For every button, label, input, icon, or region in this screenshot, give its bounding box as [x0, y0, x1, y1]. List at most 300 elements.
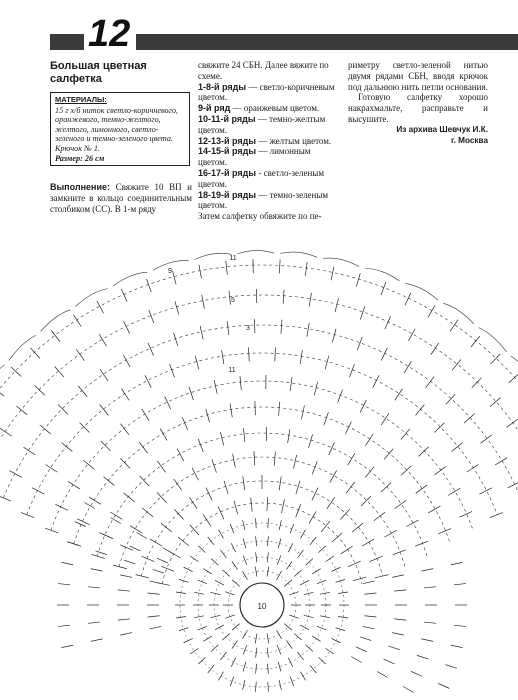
diagram-arc	[141, 481, 382, 576]
stitch-mark	[454, 584, 466, 585]
stitch-mark	[30, 348, 39, 358]
stitch-mark	[150, 626, 162, 628]
stitch-mark	[277, 645, 281, 654]
stitch-mark	[161, 566, 174, 571]
scallop-arc	[443, 303, 474, 324]
stitch-mark	[348, 453, 355, 465]
stitch-mark	[393, 550, 406, 555]
stitch-mark	[190, 648, 198, 654]
stitch-mark	[411, 671, 422, 676]
stitch-mark	[415, 541, 428, 546]
stitch-mark	[219, 530, 224, 539]
stitch-mark	[67, 542, 78, 546]
stitch-mark	[491, 354, 501, 364]
stitch-mark	[220, 432, 223, 446]
stitch-mark	[381, 482, 391, 492]
row-instruction: 12-13-й ряды — желтым цветом.	[198, 135, 332, 146]
stitch-mark	[446, 665, 457, 669]
stitch-mark	[222, 350, 224, 364]
stitch-mark	[198, 626, 207, 630]
stitch-mark	[317, 626, 326, 630]
diagram-arc	[0, 295, 518, 479]
stitch-mark	[76, 349, 84, 360]
stitch-mark	[278, 662, 281, 672]
stitch-mark	[120, 575, 132, 577]
stitch-mark	[312, 636, 321, 641]
stitch-mark	[198, 657, 205, 664]
stitch-mark	[203, 636, 212, 641]
stitch-mark	[232, 640, 238, 648]
stitch-mark	[392, 575, 404, 577]
stitch-mark	[96, 551, 107, 555]
stitch-mark	[310, 537, 316, 545]
credit-author: Из архива Шевчук И.К.	[396, 125, 488, 134]
stitch-mark	[451, 645, 463, 647]
stitch-mark	[332, 329, 336, 343]
stitch-mark	[282, 499, 285, 513]
stitch-mark	[300, 350, 302, 364]
stitch-mark	[243, 645, 247, 654]
stitch-mark	[326, 556, 334, 562]
stitch-mark	[35, 385, 45, 395]
stitch-mark	[401, 466, 411, 476]
stitch-mark	[284, 580, 292, 586]
stitch-mark	[227, 321, 229, 335]
stitch-mark	[481, 435, 492, 443]
stitch-mark	[194, 616, 204, 618]
stitch-mark	[277, 571, 282, 580]
stitch-mark	[150, 581, 162, 583]
stitch-mark	[290, 377, 292, 391]
scallop-arc	[9, 335, 36, 360]
stitch-mark	[357, 337, 362, 350]
stitch-mark	[214, 380, 217, 394]
stitch-mark	[222, 634, 229, 641]
stitch-mark	[251, 498, 252, 512]
stitch-mark	[149, 310, 154, 323]
stitch-mark	[305, 262, 307, 276]
row-instruction: 1-8-й ряды — светло-коричневым цветом.	[198, 81, 335, 103]
stitch-mark	[124, 560, 135, 564]
stitch-mark	[450, 320, 458, 332]
stitch-mark	[175, 301, 179, 314]
stitch-mark	[139, 442, 147, 453]
stitch-mark	[243, 539, 246, 549]
stitch-mark	[362, 539, 374, 546]
stitch-mark	[215, 580, 224, 585]
stitch-mark	[174, 479, 182, 490]
materials-heading: МАТЕРИАЛЫ:	[55, 95, 107, 104]
stitch-mark	[189, 497, 197, 509]
stitch-mark	[157, 492, 167, 502]
stitch-mark	[198, 439, 203, 452]
stitch-mark	[220, 550, 226, 558]
stitch-mark	[234, 501, 238, 515]
stitch-mark	[353, 577, 367, 581]
diagram-arc	[51, 381, 473, 530]
stitch-mark	[336, 579, 346, 582]
stitch-mark	[100, 404, 109, 415]
stitch-mark	[346, 482, 354, 493]
stitch-mark	[123, 321, 129, 334]
stitch-mark	[184, 567, 193, 571]
stitch-mark	[157, 461, 165, 472]
stitch-mark	[296, 481, 300, 494]
stitch-mark	[206, 409, 210, 422]
starching-text: Готовую салфетку хорошо накрахмальте, расправьте и высушите.	[348, 92, 488, 124]
stitch-mark	[153, 569, 164, 573]
stitch-mark	[267, 536, 268, 546]
stitch-mark	[203, 514, 211, 526]
stitch-mark	[268, 518, 269, 528]
stitch-mark	[375, 575, 389, 578]
scallop-arc	[75, 289, 107, 307]
stitch-mark	[218, 506, 224, 519]
stitch-mark	[230, 524, 234, 533]
stitch-mark	[255, 634, 257, 644]
stitch-mark	[232, 580, 240, 586]
stitch-mark	[58, 625, 70, 626]
stitch-mark	[120, 424, 129, 435]
stitch-mark	[68, 481, 80, 489]
stitch-mark	[360, 306, 365, 319]
stitch-mark	[438, 529, 451, 534]
stitch-mark	[300, 625, 309, 630]
stitch-mark	[318, 546, 325, 553]
execution-label: Выполнение:	[50, 182, 111, 192]
stitch-mark	[431, 343, 439, 355]
stitch-mark	[424, 587, 436, 588]
stitch-mark	[147, 279, 152, 292]
stitch-mark	[254, 451, 255, 465]
stitch-mark	[336, 628, 346, 631]
row-label: 9	[168, 268, 172, 275]
scallop-arc	[479, 328, 507, 352]
stitch-mark	[384, 449, 393, 460]
stitch-mark	[61, 562, 73, 564]
stitch-mark	[267, 497, 268, 511]
stitch-mark	[142, 508, 153, 517]
stitch-mark	[446, 394, 455, 404]
stitch-mark	[309, 434, 313, 447]
stitch-mark	[288, 543, 292, 552]
stitch-mark	[360, 400, 366, 412]
stitch-mark	[32, 488, 44, 494]
stitch-mark	[363, 626, 375, 628]
stitch-mark	[195, 356, 199, 370]
stitch-mark	[190, 525, 199, 535]
stitch-mark	[275, 347, 276, 361]
stitch-mark	[331, 567, 340, 571]
stitch-mark	[162, 548, 172, 554]
stitch-mark	[356, 647, 367, 652]
stitch-mark	[136, 533, 146, 539]
stitch-mark	[370, 556, 383, 561]
stitch-mark	[377, 672, 387, 678]
stitch-mark	[170, 364, 175, 377]
stitch-mark	[243, 476, 245, 490]
stitch-mark	[341, 546, 353, 554]
stitch-mark	[301, 530, 306, 539]
stitch-mark	[61, 645, 73, 647]
title-line-2: салфетка	[50, 73, 102, 85]
stitch-mark	[226, 261, 227, 275]
stitch-mark	[289, 615, 298, 618]
stitch-mark	[243, 630, 248, 639]
stitch-mark	[419, 447, 429, 457]
stitch-mark	[307, 323, 309, 337]
stitch-mark	[317, 580, 326, 584]
materials-size: Размер: 26 см	[55, 153, 105, 163]
scallop-arc	[113, 272, 147, 286]
stitch-mark	[279, 259, 280, 273]
stitch-mark	[160, 428, 167, 440]
stitch-mark	[395, 389, 403, 401]
stitch-mark	[9, 471, 21, 478]
stitch-mark	[278, 539, 281, 549]
stitch-mark	[296, 504, 301, 517]
stitch-mark	[139, 476, 149, 486]
stitch-mark	[74, 315, 82, 327]
row-instruction: 18-19-й ряды — темно-зеленым цветом.	[198, 189, 329, 211]
stitch-mark	[212, 459, 217, 472]
stitch-mark	[364, 616, 376, 617]
stitch-mark	[312, 461, 317, 474]
stitch-mark	[421, 639, 433, 641]
stitch-mark	[327, 497, 335, 509]
stitch-mark	[490, 513, 503, 518]
stitch-mark	[298, 550, 304, 558]
stitch-mark	[208, 537, 214, 545]
stitch-mark	[283, 290, 284, 304]
stitch-mark	[428, 305, 435, 317]
stitch-mark	[356, 273, 360, 286]
stitch-mark	[286, 561, 292, 569]
stitch-mark	[451, 562, 463, 564]
stitch-mark	[345, 422, 351, 435]
stitch-mark	[88, 622, 100, 623]
stitch-mark	[267, 664, 268, 674]
row-label: 11	[229, 255, 237, 262]
stitch-mark	[88, 587, 100, 588]
stitch-mark	[300, 580, 309, 585]
scallop-arc	[511, 356, 518, 383]
stitch-mark	[302, 405, 305, 419]
stitch-mark	[113, 565, 127, 569]
scallop-arc	[40, 310, 70, 332]
stitch-mark	[274, 452, 275, 466]
stitch-mark	[190, 556, 198, 562]
stitch-mark	[349, 364, 354, 377]
stitch-mark	[421, 569, 433, 571]
scallop-arc	[323, 258, 359, 267]
stitch-mark	[314, 382, 317, 396]
stitch-mark	[395, 500, 406, 508]
stitch-mark	[243, 428, 244, 442]
stitch-mark	[174, 509, 183, 519]
stitch-mark	[89, 497, 101, 504]
stitch-mark	[364, 593, 376, 594]
stitch-mark	[83, 460, 94, 469]
stitch-mark	[215, 625, 224, 630]
row-label: 3	[246, 325, 250, 332]
stitch-mark	[91, 569, 103, 571]
stitch-mark	[384, 659, 395, 664]
row-label: 5	[231, 297, 235, 304]
row-instruction: 10-11-й ряды — темно-желтым цветом.	[198, 113, 326, 135]
stitch-mark	[24, 447, 36, 455]
stitch-mark	[189, 387, 193, 400]
stitch-mark	[331, 638, 340, 642]
scallop-arc	[237, 251, 274, 254]
stitch-mark	[267, 648, 268, 658]
stitch-mark	[381, 413, 389, 425]
stitch-mark	[182, 417, 187, 430]
stitch-mark	[118, 619, 130, 620]
stitch-mark	[388, 646, 399, 650]
stitch-mark	[279, 402, 280, 416]
stitch-mark	[91, 554, 104, 558]
stitch-mark	[408, 329, 415, 341]
stitch-mark	[335, 298, 338, 312]
diagram-arc	[119, 457, 405, 567]
stitch-mark	[326, 648, 334, 654]
diagram-arc	[0, 265, 518, 459]
stitch-mark	[268, 682, 269, 692]
stitch-mark	[279, 476, 281, 490]
stitch-mark	[256, 536, 257, 546]
stitch-mark	[231, 658, 235, 667]
stitch-mark	[157, 558, 168, 563]
stitch-mark	[417, 655, 428, 659]
credit-city: г. Москва	[451, 136, 488, 145]
row-label: 11	[228, 367, 236, 374]
stitch-mark	[142, 409, 149, 421]
stitch-mark	[416, 485, 427, 493]
stitch-mark	[141, 556, 154, 561]
stitch-mark	[225, 615, 234, 618]
stitch-mark	[220, 652, 226, 660]
stitch-mark	[232, 561, 238, 569]
stitch-mark	[290, 677, 294, 686]
stitch-mark	[424, 622, 436, 623]
center-label: 10	[257, 602, 267, 611]
stitch-mark	[435, 467, 446, 475]
stitch-mark	[40, 425, 51, 434]
stitch-mark	[340, 509, 349, 519]
stitch-mark	[467, 464, 479, 472]
stitch-mark	[361, 496, 371, 506]
stitch-mark	[184, 638, 193, 642]
stitch-mark	[284, 624, 292, 630]
stitch-mark	[464, 414, 474, 423]
stitch-mark	[331, 267, 334, 281]
scallop-arc	[195, 253, 231, 259]
stitch-mark	[360, 637, 371, 641]
stitch-mark	[338, 390, 343, 403]
stitch-mark	[286, 640, 292, 648]
stitch-mark	[203, 569, 212, 574]
stitch-mark	[508, 482, 518, 488]
stitch-mark	[324, 412, 329, 425]
stitch-mark	[179, 579, 189, 582]
stitch-mark	[454, 625, 466, 626]
stitch-mark	[179, 628, 189, 631]
stitch-mark	[255, 518, 256, 528]
stitch-mark	[471, 336, 480, 347]
stitch-mark	[277, 630, 282, 639]
stitch-mark	[288, 658, 292, 667]
stitch-mark	[363, 581, 375, 583]
scallop-arc	[405, 283, 438, 300]
stitch-mark	[232, 624, 240, 630]
stitch-mark	[0, 496, 11, 501]
stitch-mark	[452, 359, 461, 370]
stitch-mark	[118, 590, 130, 591]
diagram-arc	[3, 325, 518, 498]
stitch-mark	[255, 567, 257, 577]
stitch-mark	[403, 687, 413, 693]
stitch-mark	[495, 458, 507, 465]
stitch-mark	[219, 672, 224, 681]
stitch-mark	[174, 333, 178, 346]
stitch-mark	[200, 326, 203, 340]
stitch-mark	[233, 454, 236, 468]
stitch-mark	[120, 633, 132, 635]
stitch-mark	[120, 545, 133, 550]
stitch-mark	[121, 289, 127, 302]
stitch-mark	[199, 265, 202, 279]
stitch-mark	[426, 377, 434, 388]
stitch-mark	[325, 356, 329, 370]
stitch-mark	[288, 429, 290, 443]
stitch-mark	[240, 376, 241, 390]
stitch-mark	[381, 282, 386, 295]
stitch-mark	[294, 570, 301, 577]
stitch-mark	[459, 511, 472, 517]
stitch-mark	[16, 406, 27, 415]
stitch-mark	[290, 524, 294, 533]
stitch-mark	[202, 295, 205, 309]
stitch-mark	[225, 592, 234, 595]
stitch-mark	[248, 347, 249, 361]
row-instruction: 14-15-й ряды — лимонным цветом.	[198, 146, 311, 168]
stitch-mark	[301, 672, 306, 681]
stitch-mark	[148, 343, 154, 356]
stitch-mark	[172, 271, 176, 285]
stitch-mark	[394, 619, 406, 620]
stitch-mark	[506, 419, 517, 427]
title-line-1: Большая цветная	[50, 60, 147, 72]
page-number: 12	[84, 14, 136, 54]
stitch-mark	[332, 533, 342, 542]
stitch-mark	[277, 555, 281, 564]
stitch-mark	[130, 546, 141, 551]
stitch-mark	[101, 441, 111, 451]
materials-text: 15 г х/б ниток светло-коричневого, оранжевого, темно-желтого, желтого, лимонного, светло-зеленого и темно-зеленого цвета. Крючок № 1.	[55, 105, 178, 153]
stitch-mark	[230, 677, 234, 686]
stitch-mark	[130, 526, 142, 533]
scallop-arc	[0, 365, 5, 393]
stitch-mark	[243, 662, 246, 672]
stitch-mark	[373, 375, 379, 387]
stitch-mark	[294, 634, 301, 641]
stitch-mark	[472, 378, 482, 388]
stitch-mark	[136, 575, 150, 578]
scallop-arc	[365, 268, 400, 281]
stitch-mark	[255, 682, 256, 692]
stitch-mark	[351, 657, 361, 663]
